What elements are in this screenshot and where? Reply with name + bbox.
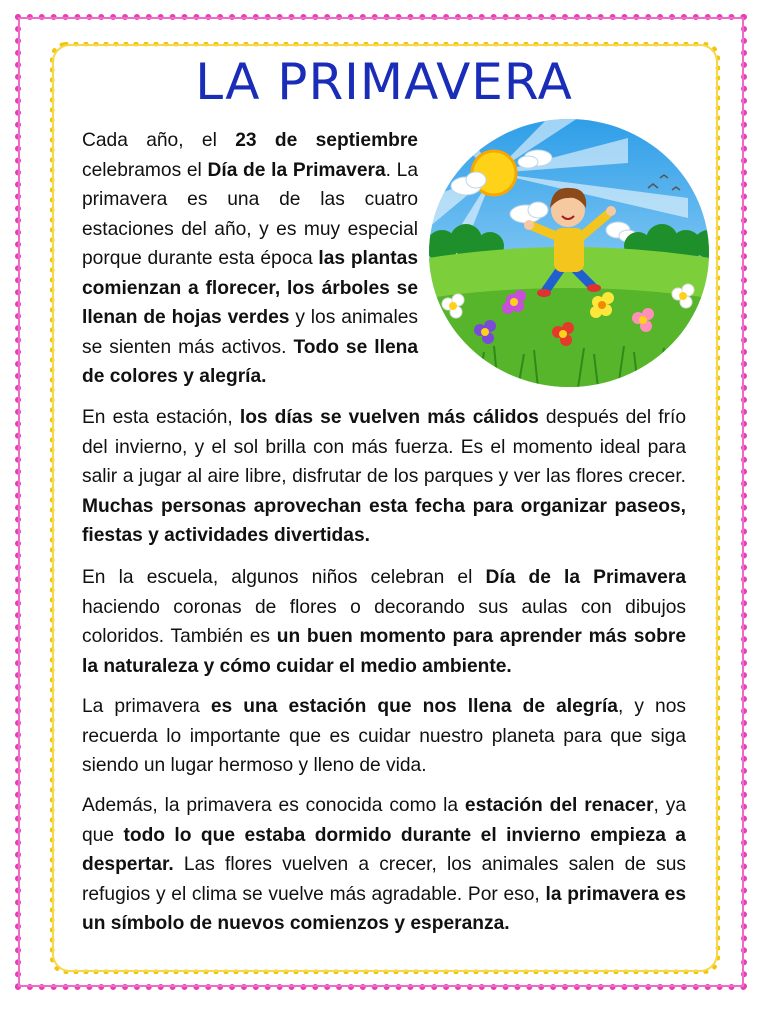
text-run: después del frío del invierno, y el sol brilla con más fuerza. Es el momento ideal para salir a jugar al aire libre, disfrutar de los parques y ver las flores crecer. (82, 407, 686, 487)
bold-text: Día de la Primavera (207, 159, 386, 181)
paragraph-3 (82, 563, 686, 681)
paragraph-5 (82, 791, 686, 939)
text-run: En la escuela, algunos niños celebran el (82, 567, 486, 588)
spring-kid-illustration (428, 118, 710, 388)
text-run: , ya que (82, 795, 687, 846)
bold-text: Todo se llena de colores y alegría. (82, 336, 419, 387)
page-title: LA PRIMAVERA (195, 53, 573, 111)
bold-text: la primavera es un símbolo de nuevos comienzos y esperanza. (82, 883, 686, 934)
bold-text: todo lo que estaba dormido durante el invierno empieza a despertar. (82, 824, 686, 875)
bold-text: los días se vuelven más cálidos (239, 407, 539, 428)
paragraph-1 (82, 126, 418, 392)
text-run: Cada año, el (82, 130, 236, 151)
bold-text: estación del renacer (464, 795, 654, 816)
text-run: haciendo coronas de flores o decorando sus aulas con dibujos coloridos. También es (82, 596, 686, 647)
bold-text: Día de la Primavera (485, 567, 686, 588)
text-run: Además, la primavera es conocida como la (82, 795, 465, 816)
paragraph-2 (82, 403, 686, 551)
text-run: celebramos el (82, 159, 208, 181)
bold-text: es una estación que nos llena de alegría (210, 696, 618, 717)
paragraph-4 (82, 692, 686, 781)
text-run: . La primavera es una de las cuatro estaciones del año, y es muy especial porque durante esta época (82, 159, 418, 269)
bold-text: las plantas comienzan a florecer, los árboles se llenan de hojas verdes (82, 248, 418, 328)
text-run: y los animales se sienten más activos. (82, 307, 418, 358)
bold-text: un buen momento para aprender más sobre la naturaleza y cómo cuidar el medio ambiente. (82, 626, 686, 677)
text-run: , y nos recuerda lo importante que es cuidar nuestro planeta para que siga siendo un lugar hermoso y lleno de vida. (82, 696, 686, 776)
bold-text: Muchas personas aprovechan esta fecha para organizar paseos, fiestas y actividades divertidas. (82, 495, 686, 546)
text-run: Las flores vuelven a crecer, los animales salen de sus refugios y el clima se vuelve más agradable. Por eso, (82, 854, 686, 905)
bold-text: 23 de septiembre (235, 130, 418, 151)
text-run: En esta estación, (82, 407, 240, 428)
text-run: La primavera (82, 696, 211, 717)
